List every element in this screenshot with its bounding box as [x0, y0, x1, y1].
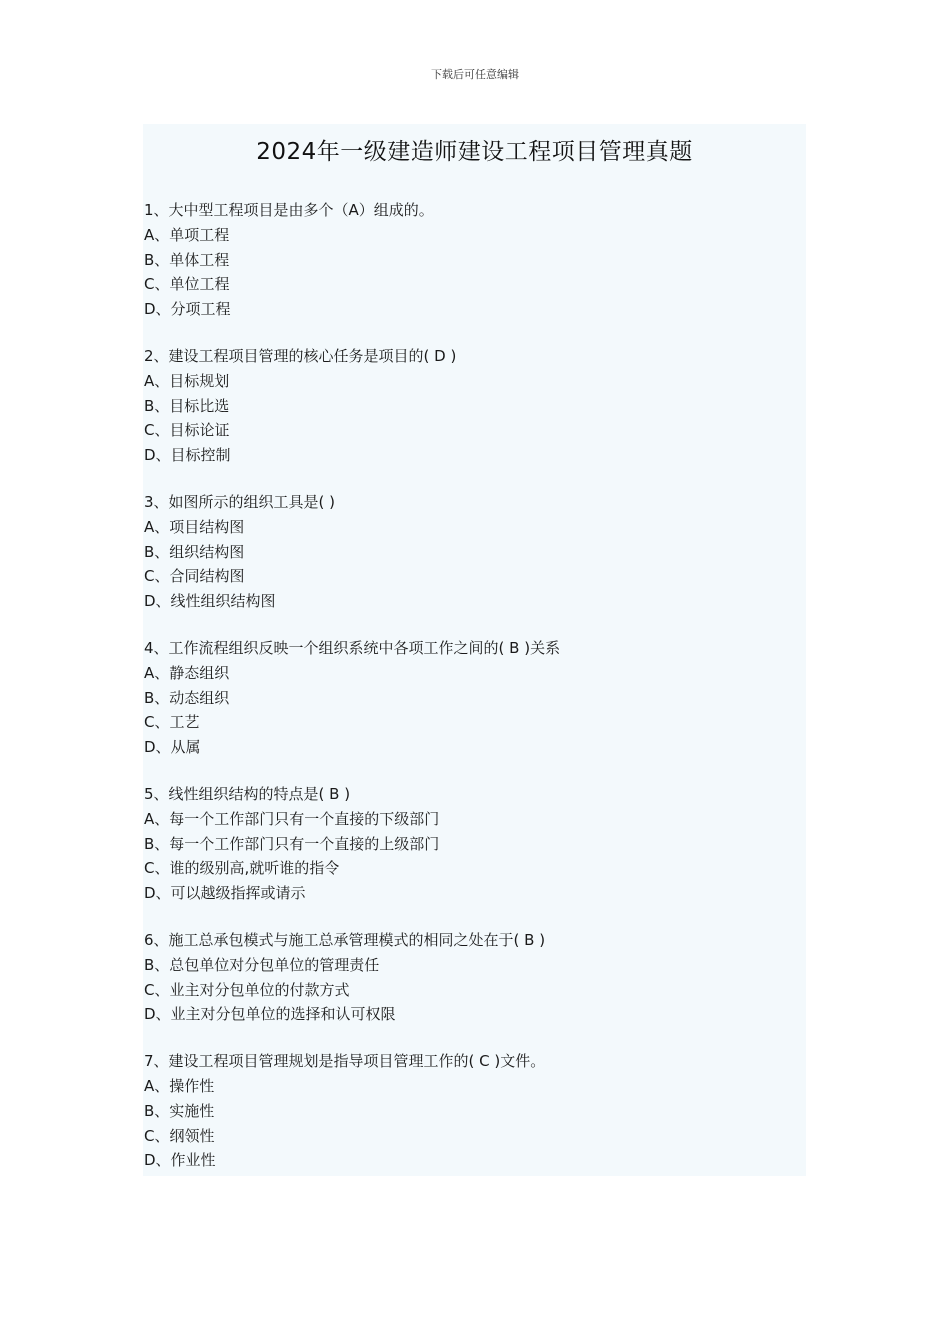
answer-option: D、业主对分包单位的选择和认可权限	[144, 1005, 396, 1024]
question-list	[144, 198, 804, 1195]
answer-option: C、单位工程	[144, 275, 230, 294]
answer-option: D、分项工程	[144, 300, 231, 319]
answer-option: B、目标比选	[144, 396, 230, 415]
answer-option: B、总包单位对分包单位的管理责任	[144, 955, 380, 974]
question-stem: 4、工作流程组织反映一个组织系统中各项工作之间的( B )关系	[144, 638, 561, 657]
answer-option: D、可以越级指挥或请示	[144, 884, 306, 903]
answer-option: B、单体工程	[144, 250, 230, 269]
answer-option: C、合同结构图	[144, 567, 245, 586]
answer-option: A、静态组织	[144, 663, 230, 682]
question-stem: 5、线性组织结构的特点是( B )	[144, 784, 351, 803]
answer-option: A、单项工程	[144, 225, 230, 244]
question-2	[144, 344, 804, 468]
page-title: 2024年一级建造师建设工程项目管理真题	[256, 139, 693, 165]
question-stem: 1、大中型工程项目是由多个（A）组成的。	[144, 201, 434, 219]
answer-option: A、目标规划	[144, 371, 230, 390]
answer-option: B、每一个工作部门只有一个直接的上级部门	[144, 834, 440, 853]
answer-option: C、纲领性	[144, 1126, 215, 1145]
answer-option: C、谁的级别高,就听谁的指令	[144, 859, 340, 878]
question-5	[144, 782, 804, 906]
question-1	[144, 198, 804, 322]
answer-option: A、操作性	[144, 1076, 215, 1095]
page-header-note: 下载后可任意编辑	[431, 68, 519, 81]
answer-option: C、业主对分包单位的付款方式	[144, 980, 350, 999]
question-3	[144, 490, 804, 614]
question-6	[144, 928, 804, 1027]
question-stem: 7、建设工程项目管理规划是指导项目管理工作的( C )文件。	[144, 1052, 546, 1071]
answer-option: B、动态组织	[144, 688, 230, 707]
question-7	[144, 1049, 804, 1173]
answer-option: B、实施性	[144, 1101, 215, 1120]
answer-option: B、组织结构图	[144, 542, 245, 561]
question-stem: 6、施工总承包模式与施工总承管理模式的相同之处在于( B )	[144, 930, 546, 949]
question-stem: 2、建设工程项目管理的核心任务是项目的( D )	[144, 346, 457, 365]
answer-option: A、项目结构图	[144, 517, 245, 536]
answer-option: D、目标控制	[144, 446, 231, 465]
question-4	[144, 636, 804, 760]
answer-option: D、线性组织结构图	[144, 592, 276, 611]
question-stem: 3、如图所示的组织工具是( )	[144, 492, 336, 511]
answer-option: D、作业性	[144, 1151, 216, 1170]
answer-option: C、目标论证	[144, 421, 230, 440]
answer-option: D、从属	[144, 738, 201, 757]
answer-option: A、每一个工作部门只有一个直接的下级部门	[144, 809, 440, 828]
answer-option: C、工艺	[144, 713, 200, 732]
